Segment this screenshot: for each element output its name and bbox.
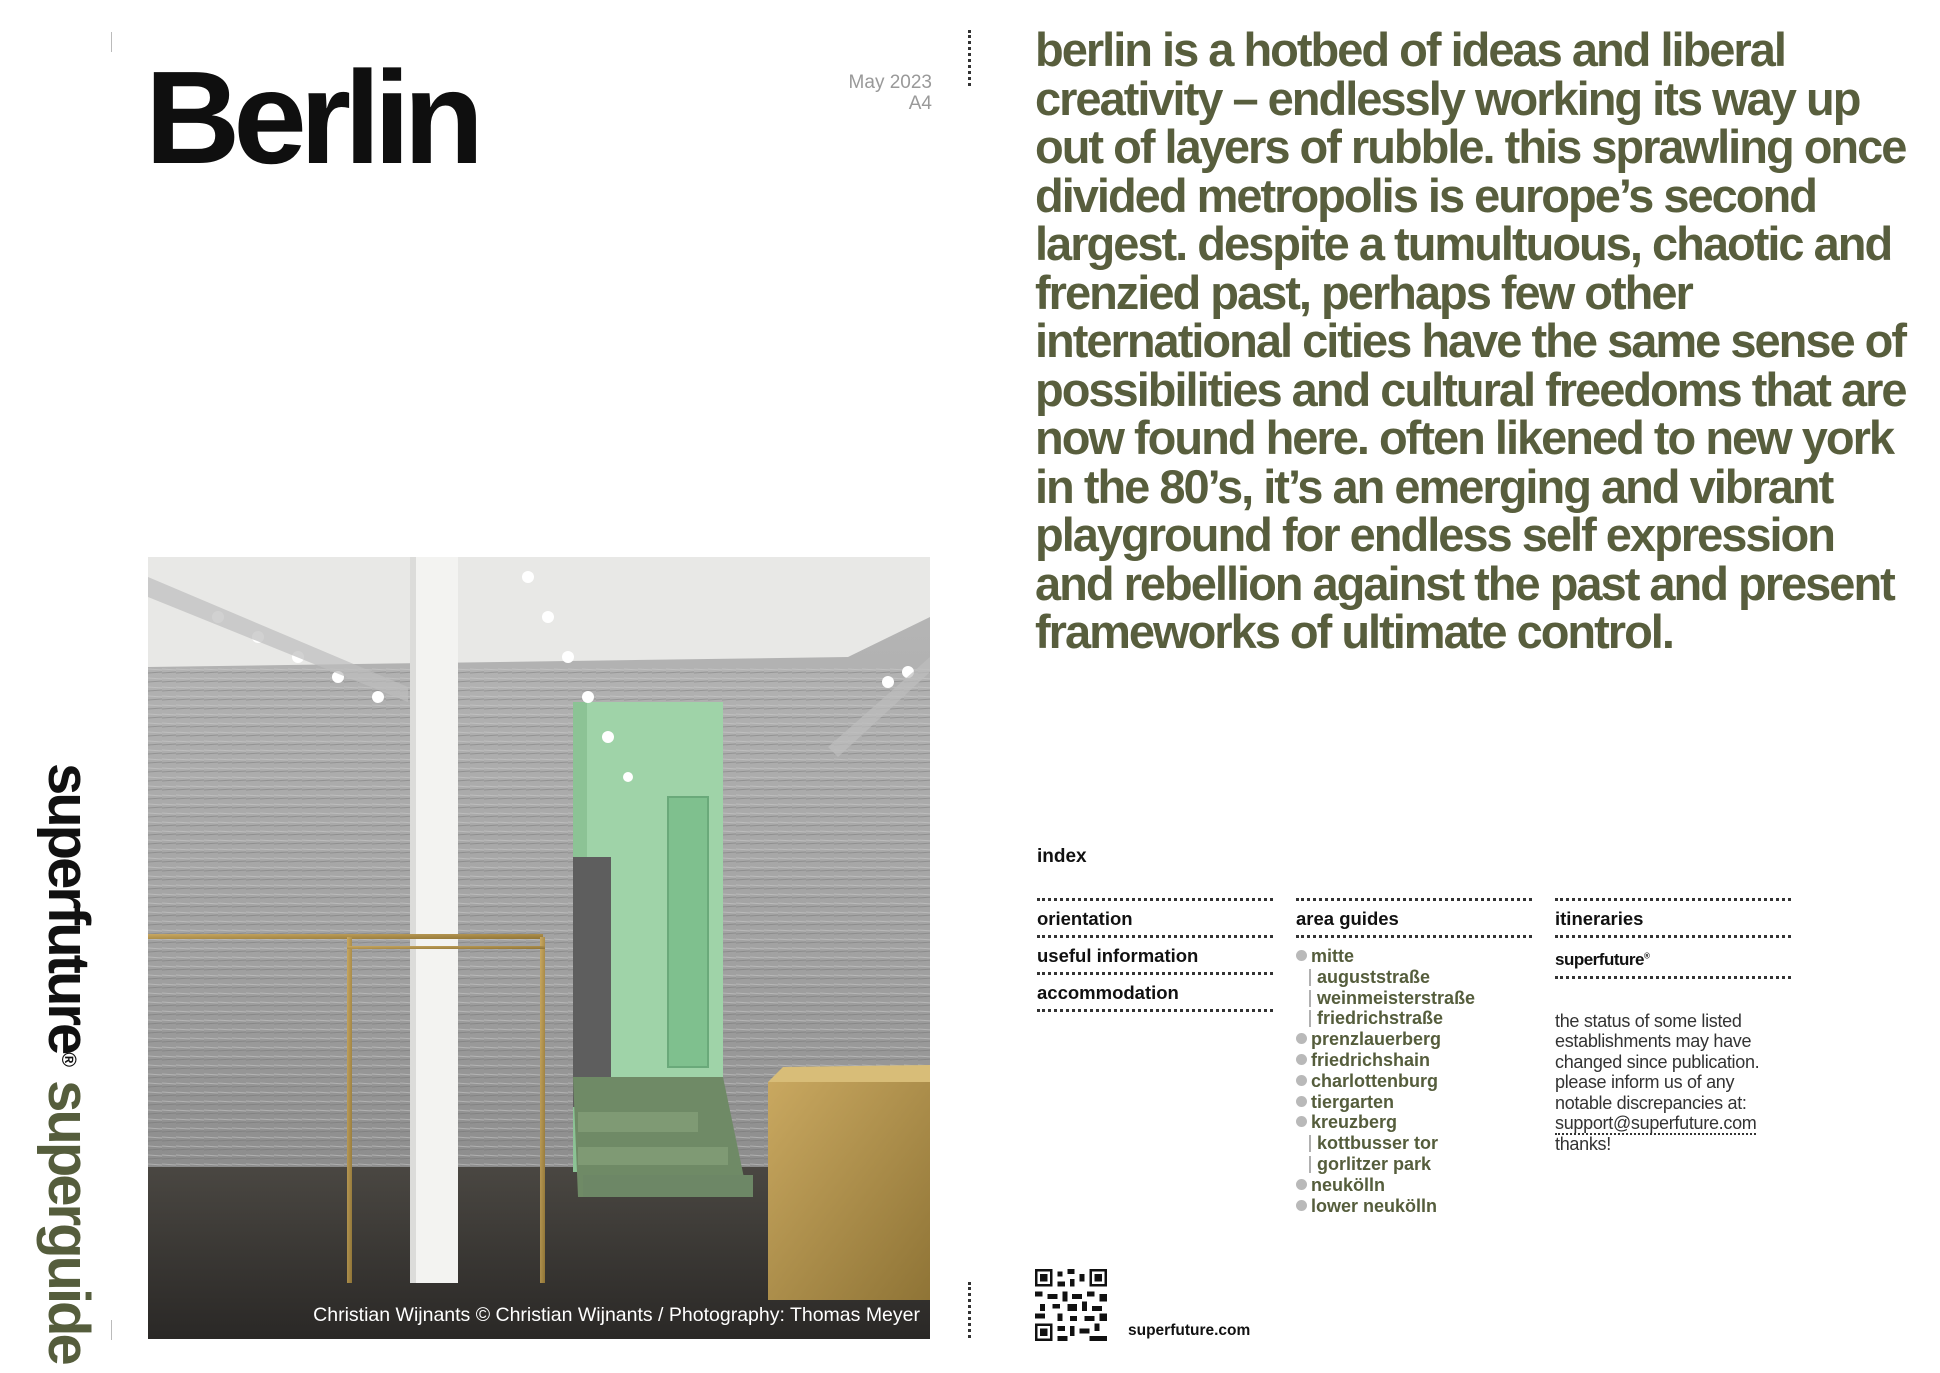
index-column-area-guides [1296,898,1532,1216]
index-column-itineraries [1555,898,1791,1154]
area-link-neukolln[interactable]: neukölln [1296,1175,1532,1196]
area-link-weinmeisterstrasse[interactable]: weinmeisterstraße [1296,988,1532,1009]
area-link-gorlitzer-park[interactable]: gorlitzer park [1296,1154,1532,1175]
edition-date: May 2023 [848,72,932,93]
area-link-charlottenburg[interactable]: charlottenburg [1296,1071,1532,1092]
photo-caption: Christian Wijnants © Christian Wijnants / Photography: Thomas Meyer [313,1304,920,1326]
sub-item-marker [1309,969,1311,986]
bullet-icon [1296,1116,1307,1127]
area-link-lower-neukolln[interactable]: lower neukölln [1296,1196,1532,1217]
bullet-icon [1296,1054,1307,1065]
sub-item-marker [1309,990,1311,1007]
fold-mark-top [968,30,971,86]
area-link-auguststrasse[interactable]: auguststraße [1296,967,1532,988]
area-link-friedrichshain[interactable]: friedrichshain [1296,1050,1532,1071]
crop-mark-bottom-left [111,1320,112,1340]
sub-item-marker [1309,1010,1311,1027]
support-email-link[interactable]: support@superfuture.com [1555,1113,1757,1134]
brand-vertical-wordmark [28,763,108,1363]
dotted-divider [1555,976,1791,979]
bullet-icon [1296,950,1307,961]
area-link-friedrichstrasse[interactable]: friedrichstraße [1296,1008,1532,1029]
crop-mark-top-left [111,32,112,52]
edition-info [800,72,932,114]
bullet-icon [1296,1200,1307,1211]
bullet-icon [1296,1096,1307,1107]
index-link-orientation[interactable]: orientation [1037,908,1133,929]
edition-format: A4 [908,93,932,114]
dotted-divider [1296,935,1532,938]
sub-item-marker [1309,1135,1311,1152]
interior-photo [148,557,930,1339]
site-url-link[interactable]: superfuture.com [1128,1322,1251,1339]
itineraries-heading: itineraries [1555,908,1644,929]
brand-name: superfuture [36,763,101,1053]
brand-product: superguide [36,1080,101,1363]
area-link-prenzlauerberg[interactable]: prenzlauerberg [1296,1029,1532,1050]
sub-item-marker [1309,1156,1311,1173]
store-interior-illustration [148,557,930,1339]
area-link-kreuzberg[interactable]: kreuzberg [1296,1112,1532,1133]
index-link-useful-information[interactable]: useful information [1037,945,1199,966]
bullet-icon [1296,1179,1307,1190]
intro-paragraph: berlin is a hotbed of ideas and liberal creativity – endlessly working its way up out of layers of rubble. this sprawling once divided metropolis is europe’s second largest. despite a tumultuous, chaotic and frenzied past, perhaps few other international cities have the same sense of possibilities and cultural freedoms that are now found here. often likened to new york in the 80’s, it’s an emerging and vibrant playground for endless self expression and rebellion against the past and present frameworks of ultimate control. [1035,23,1906,658]
index-link-accommodation[interactable]: accommodation [1037,982,1179,1003]
dotted-divider [1037,1009,1273,1012]
page-title: Berlin [145,44,478,191]
index-column-general [1037,898,1273,1012]
area-link-mitte[interactable]: mitte [1296,946,1532,967]
index-heading: index [1037,846,1087,867]
fold-mark-bottom [968,1282,971,1338]
bullet-icon [1296,1075,1307,1086]
area-guides-list [1296,946,1532,1216]
qr-code-icon[interactable] [1035,1269,1107,1341]
area-link-tiergarten[interactable]: tiergarten [1296,1092,1532,1113]
area-link-kottbusser-tor[interactable]: kottbusser tor [1296,1133,1532,1154]
bullet-icon [1296,1033,1307,1044]
notice-text: the status of some listed establishments may have changed since publication. please inform us of any notable discrepancies at: [1555,1010,1760,1113]
area-guides-heading: area guides [1296,908,1399,929]
status-notice [1555,1011,1791,1155]
brand-reg-mark: ® [57,1052,79,1068]
itinerary-link-superfuture[interactable]: superfuture® [1555,949,1650,969]
notice-thanks: thanks! [1555,1133,1611,1154]
